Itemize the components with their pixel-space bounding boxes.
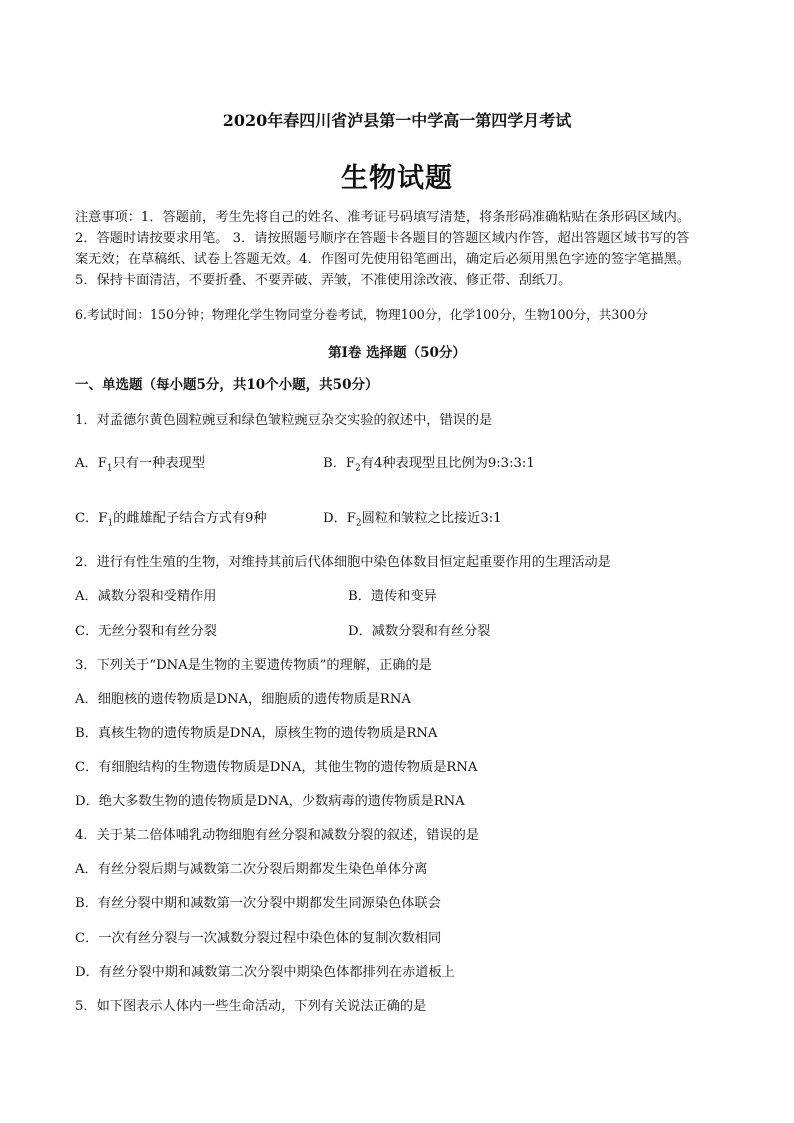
question-3-option-d: D．绝大多数生物的遗传物质是DNA，少数病毒的遗传物质是RNA	[75, 794, 465, 809]
question-4-option-b: B．有丝分裂中期和减数第一次分裂中期都发生同源染色体联会	[75, 896, 441, 911]
question-1-option-d: D．$F_2$圆粒和皱粒之比接近3:1	[323, 511, 502, 529]
question-3-option-c: C．有细胞结构的生物遗传物质是DNA，其他生物的遗传物质是RNA	[75, 760, 478, 775]
question-1-option-c: C．$F_1$的雌雄配子结合方式有9种	[75, 511, 267, 529]
question-1-option-a: A．$F_1$只有一种表现型	[75, 456, 205, 474]
exam-title: 2020年春四川省泸县第一中学高一第四学月考试	[222, 111, 572, 130]
question-2-option-a: A．减数分裂和受精作用	[75, 589, 217, 604]
question-3-stem: 3．下列关于“DNA是生物的主要遗传物质”的理解，正确的是	[75, 658, 432, 673]
question-3-option-a: A．细胞核的遗传物质是DNA，细胞质的遗传物质是RNA	[75, 692, 411, 707]
notice-line-1: 注意事项：1．答题前，考生先将自己的姓名、准考证号码填写清楚，将条形码准确粘贴在条形码区域内。	[75, 210, 691, 225]
question-4-option-a: A．有丝分裂后期与减数第二次分裂后期都发生染色单体分离	[75, 862, 428, 877]
notice-line-2: 2．答题时请按要求用笔。 3．请按照题号顺序在答题卡各题目的答题区域内作答，超出答题区域书写的答	[75, 231, 690, 246]
notice-line-4: 5．保持卡面清洁，不要折叠、不要弄破、弄皱，不准使用涂改液、修正带、刮纸刀。	[75, 273, 572, 288]
question-2-option-c: C．无丝分裂和有丝分裂	[75, 624, 217, 639]
question-1-stem: 1．对孟德尔黄色圆粒豌豆和绿色皱粒豌豆杂交实验的叙述中，错误的是	[75, 413, 493, 428]
question-3-option-b: B．真核生物的遗传物质是DNA，原核生物的遗传物质是RNA	[75, 726, 438, 741]
question-5-stem: 5．如下图表示人体内一些生命活动，下列有关说法正确的是	[75, 999, 427, 1014]
question-4-option-d: D．有丝分裂中期和减数第二次分裂中期染色体都排列在赤道板上	[75, 965, 455, 980]
question-4-option-c: C．一次有丝分裂与一次减数分裂过程中染色体的复制次数相同	[75, 931, 442, 946]
section-title: 第I卷 选择题（50分）	[328, 345, 466, 361]
question-2-option-d: D．减数分裂和有丝分裂	[348, 624, 491, 639]
question-2-stem: 2．进行有性生殖的生物，对维持其前后代体细胞中染色体数目恒定起重要作用的生理活动是	[75, 555, 611, 570]
exam-time-note: 6.考试时间：150分钟；物理化学生物同堂分卷考试，物理100分，化学100分，生物100分，共300分	[75, 307, 648, 322]
part-title: 一、单选题（每小题5分，共10个小题，共50分）	[75, 377, 379, 393]
question-2-option-b: B．遗传和变异	[348, 589, 437, 604]
question-4-stem: 4．关于某二倍体哺乳动物细胞有丝分裂和减数分裂的叙述，错误的是	[75, 828, 480, 843]
subject-title: 生物试题	[341, 163, 453, 194]
question-1-option-b: B．$F_2$有4种表现型且比例为9:3:3:1	[323, 456, 535, 474]
notice-line-3: 案无效；在草稿纸、试卷上答题无效。4．作图可先使用铅笔画出，确定后必须用黑色字迹的签字笔描黑。	[75, 252, 691, 267]
